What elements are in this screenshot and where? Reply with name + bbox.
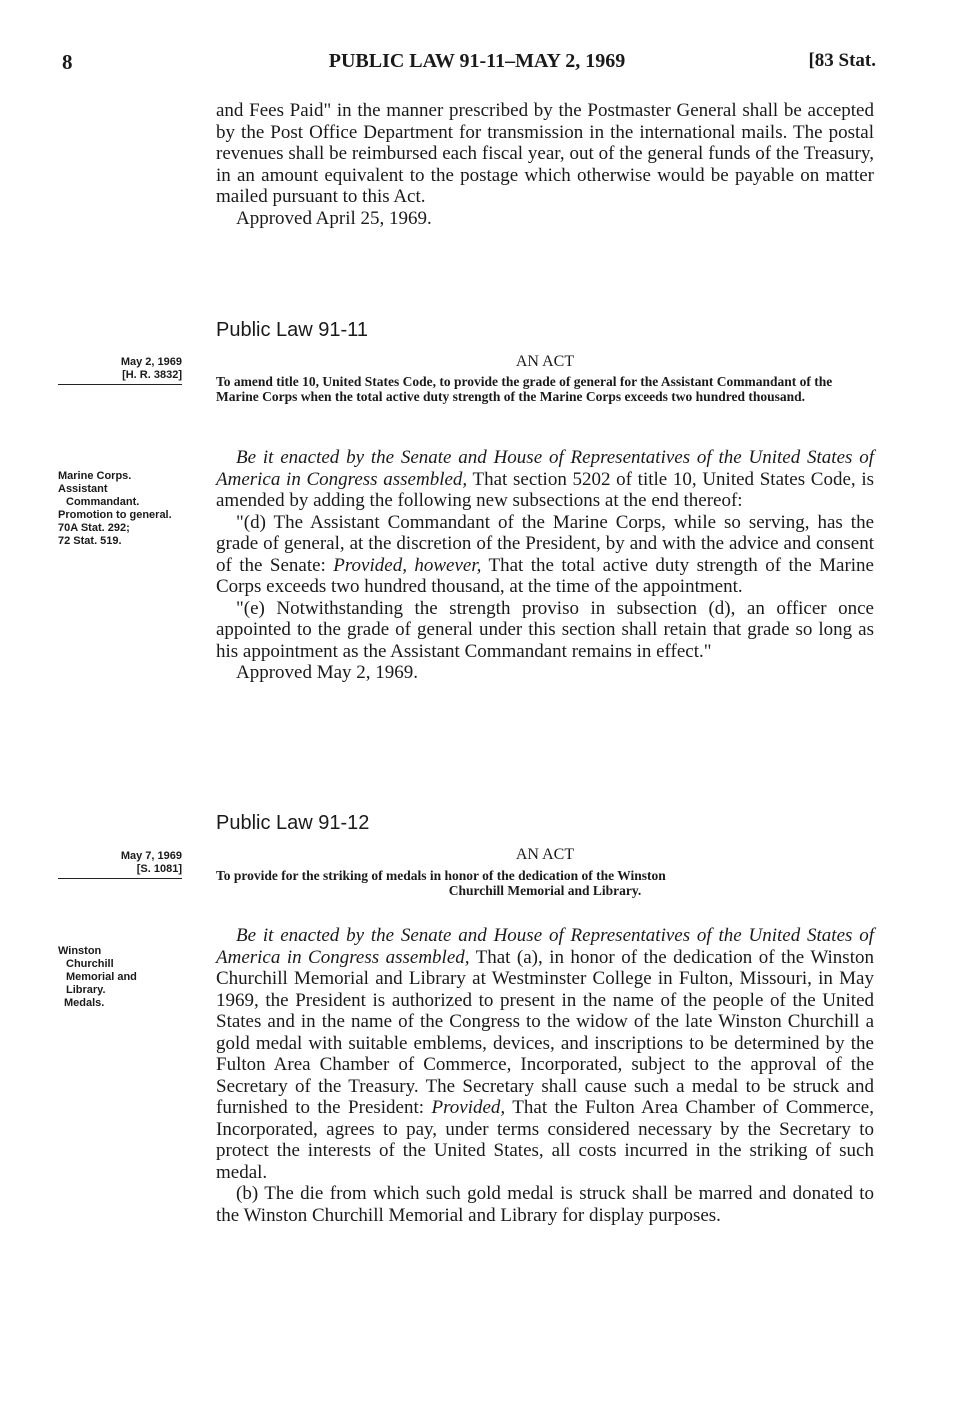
purpose-line: Churchill Memorial and Library. [448,883,642,898]
margin-note-item: 72 Stat. 519. [58,535,122,547]
running-header: PUBLIC LAW 91-11–MAY 2, 1969 [328,50,626,72]
page-number: 8 [62,50,73,74]
continuation-paragraph: and Fees Paid" in the manner prescribed by the Postmaster General shall be accepted by the Post Office Department for transmission in the international mails. The postal revenues shall be reimbursed each fiscal year, out of the general funds of the Treasury, in an amount equivalent to the postage which otherwise would be payable on matter mailed pursuant to this Act. [216,100,874,207]
margin-bill-1: [H. R. 3832] [58,369,182,385]
margin-note-2 [58,945,140,1010]
an-act-label-2: AN ACT [515,846,575,863]
subsection-d-text: "(d) The Assistant Commandant of the Marine Corps, while so serving, has the grade of general, at the discretion of the President, by and with the advice and consent of the Senate: [216,511,874,576]
margin-note-item: Medals. [64,997,105,1009]
margin-citation-2 [58,850,182,879]
margin-citation-1 [58,356,182,385]
margin-note-1 [58,470,182,548]
enacting-formula: Be it enacted by the Senate and House of Representatives of the United States of America in Congress assembled, [216,925,874,968]
margin-note-item: Winston Churchill Memorial and Library. [58,945,137,996]
margin-bill-2: [S. 1081] [58,863,182,879]
enacting-clause-1 [216,447,874,512]
proviso: Provided, however, [333,554,482,576]
subsection-e: "(e) Notwithstanding the strength proviso in subsection (d), an officer once appointed to the grade of general under this section shall retain that grade so long as his appointment as the Assistant Commandant remains in effect." [216,597,874,662]
subsection-b: (b) The die from which such gold medal is struck shall be marred and donated to the Winston Churchill Memorial and Library for display purposes. [216,1183,874,1226]
subsection-a-text: That (a), in honor of the dedication of the Winston Churchill Memorial and Library at Westminster College in Fulton, Missouri, in May 1969, the President is authorized to present in the name of the people of the United States and in the name of the Congress to the widow of the late Winston Churchill a gold medal with suitable emblems, devices, and inscriptions to be determined by the Fulton Area Chamber of Commerce, Incorporated, subject to the approval of the Secretary of the Treasury. The Secretary shall cause such a medal to be struck and furnished to the President: [216,946,874,1118]
statute-volume: [83 Stat. [808,50,876,71]
proviso: Provided, [431,1097,506,1118]
an-act-label-1: AN ACT [515,353,575,370]
law-body-2 [216,925,874,1226]
enacting-formula: Be it enacted by the Senate and House of Representatives of the United States of America in Congress assembled, [216,447,874,490]
subsection-a-end: That the Fulton Area Chamber of Commerce, Incorporated, agrees to pay, under terms considered necessary by the Secretary to protect the interests of the United States, all costs incurred in the striking of such medal. [216,1097,874,1183]
section-text: That section 5202 of title 10, United States Code, is amended by adding the following new subsections at the end thereof: [216,468,874,511]
purpose-line: To provide for the striking of medals in honor of the dedication of the Winston [216,868,666,883]
continuation-text [216,100,874,229]
margin-note-item: Marine Corps. [58,470,132,482]
enacting-clause-2 [216,925,874,1183]
law-purpose-2 [216,868,874,898]
margin-date-1: May 2, 1969 [120,356,182,368]
subsection-d [216,512,874,598]
approved-line-2: Approved May 2, 1969. [236,662,419,683]
law-heading-91-12: Public Law 91-12 [216,812,370,834]
margin-note-item: Assistant Commandant. [58,483,140,508]
margin-note-item: Promotion to general. [58,509,172,521]
law-heading-91-11: Public Law 91-11 [216,319,368,341]
margin-note-item: 70A Stat. 292; [58,522,130,534]
subsection-d-end: That the total active duty strength of the Marine Corps exceeds two hundred thousand, at the time of the appointment. [216,554,874,597]
law-body-1 [216,447,874,684]
law-purpose-1: To amend title 10, United States Code, to provide the grade of general for the Assistant Commandant of the Marine Corps when the total active duty strength of the Marine Corps exceeds two hundred thousand. [216,374,833,404]
margin-date-2: May 7, 1969 [120,850,182,862]
approved-line-1: Approved April 25, 1969. [236,207,432,229]
